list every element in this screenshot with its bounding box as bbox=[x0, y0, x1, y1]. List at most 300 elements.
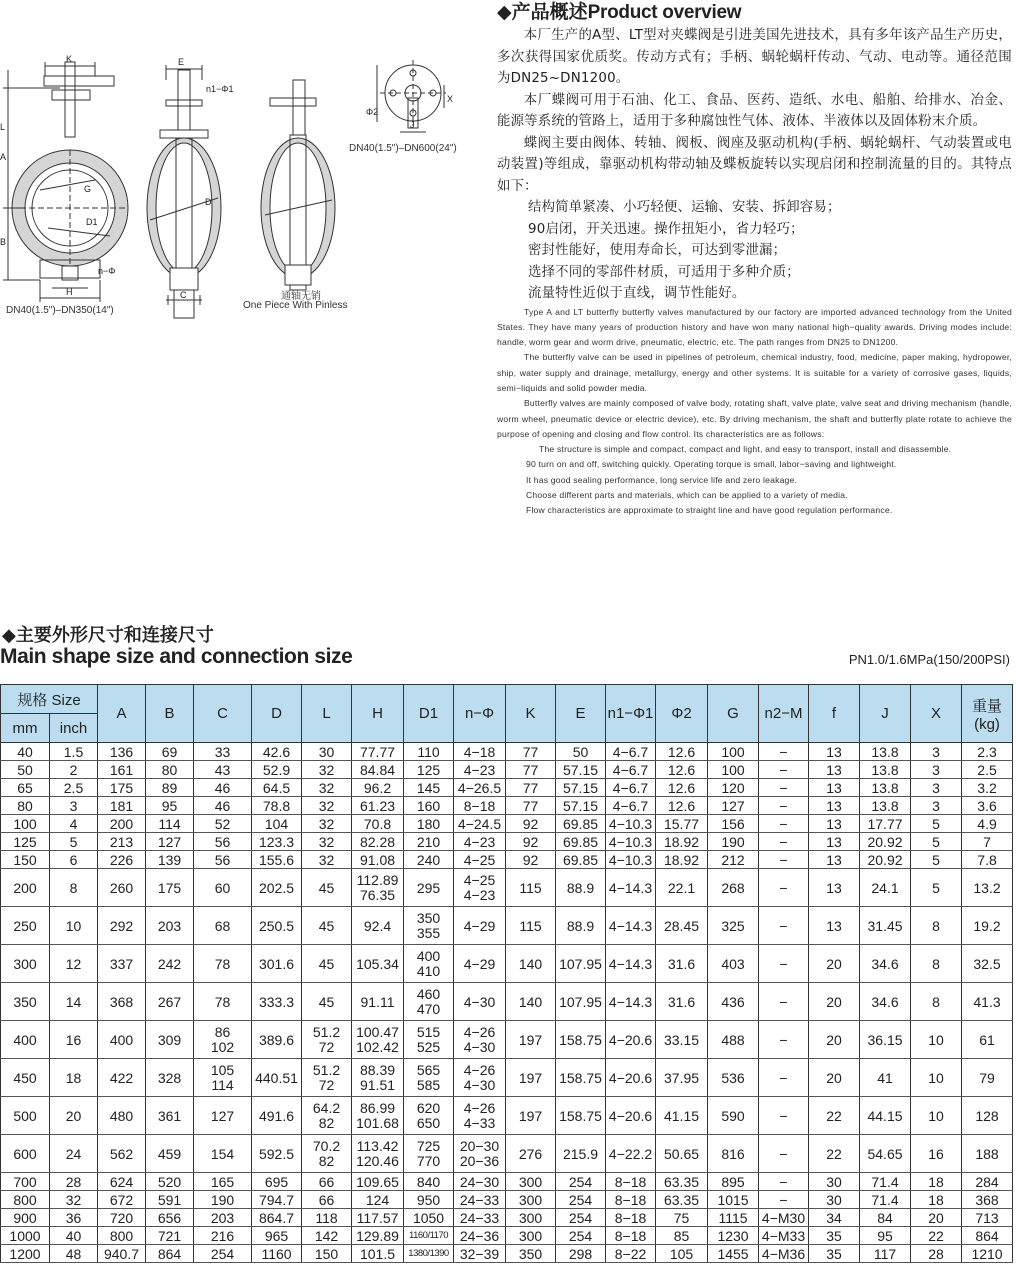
table-cell: 350 bbox=[506, 1245, 556, 1263]
table-cell: 8 bbox=[911, 983, 962, 1021]
table-cell: 260 bbox=[98, 869, 146, 907]
table-cell: 37.95 bbox=[656, 1059, 708, 1097]
table-cell: 120 bbox=[708, 779, 759, 797]
table-cell: 100.47 102.42 bbox=[352, 1021, 404, 1059]
header-cell: J bbox=[860, 685, 911, 743]
table-cell: 292 bbox=[98, 907, 146, 945]
table-cell: 337 bbox=[98, 945, 146, 983]
en-feature: 90 turn on and off, switching quickly. Operating torque is small, labor−saving and lightweight. bbox=[526, 459, 897, 470]
table-cell: 105 114 bbox=[194, 1059, 252, 1097]
table-cell: 800 bbox=[1, 1191, 50, 1209]
table-cell: 64.5 bbox=[252, 779, 302, 797]
table-cell: 22.1 bbox=[656, 869, 708, 907]
table-cell: 20 bbox=[809, 983, 860, 1021]
table-row bbox=[1, 815, 1013, 833]
table-cell: 41 bbox=[860, 1059, 911, 1097]
table-row bbox=[1, 1021, 1013, 1059]
table-row bbox=[1, 761, 1013, 779]
table-cell: 794.7 bbox=[252, 1191, 302, 1209]
table-cell: 52 bbox=[194, 815, 252, 833]
table-cell: 7 bbox=[962, 833, 1013, 851]
table-cell: 35 bbox=[809, 1227, 860, 1245]
table-cell: 350 355 bbox=[404, 907, 454, 945]
table-cell: 40 bbox=[50, 1227, 98, 1245]
table-cell: − bbox=[759, 1097, 809, 1135]
table-row bbox=[1, 1227, 1013, 1245]
table-cell: 12.6 bbox=[656, 743, 708, 761]
table-cell: 20 bbox=[809, 945, 860, 983]
table-cell: 216 bbox=[194, 1227, 252, 1245]
label-d: D bbox=[205, 197, 212, 207]
table-cell: 24 bbox=[50, 1135, 98, 1173]
label-b: B bbox=[0, 237, 7, 247]
table-cell: 1200 bbox=[1, 1245, 50, 1263]
table-cell: − bbox=[759, 869, 809, 907]
table-cell: 2.5 bbox=[50, 779, 98, 797]
table-cell: 15.77 bbox=[656, 815, 708, 833]
table-cell: 95 bbox=[860, 1227, 911, 1245]
table-cell: 800 bbox=[98, 1227, 146, 1245]
table-cell: − bbox=[759, 1173, 809, 1191]
table-cell: 440.51 bbox=[252, 1059, 302, 1097]
table-row bbox=[1, 1191, 1013, 1209]
table-cell: 12.6 bbox=[656, 761, 708, 779]
table-row bbox=[1, 869, 1013, 907]
table-cell: 33.15 bbox=[656, 1021, 708, 1059]
table-cell: 4−20.6 bbox=[606, 1021, 656, 1059]
table-cell: 1380/1390 bbox=[404, 1245, 454, 1263]
table-cell: 61.23 bbox=[352, 797, 404, 815]
table-cell: 590 bbox=[708, 1097, 759, 1135]
zh-feature: 选择不同的零部件材质，可适用于多种介质； bbox=[528, 264, 800, 280]
table-cell: 8−18 bbox=[606, 1209, 656, 1227]
table-cell: 450 bbox=[1, 1059, 50, 1097]
table-cell: 1230 bbox=[708, 1227, 759, 1245]
table-cell: 13.8 bbox=[860, 797, 911, 815]
table-cell: 254 bbox=[556, 1191, 606, 1209]
table-cell: 70.8 bbox=[352, 815, 404, 833]
table-cell: 965 bbox=[252, 1227, 302, 1245]
table-cell: 34 bbox=[809, 1209, 860, 1227]
overview-title-en: Product overview bbox=[587, 2, 742, 23]
table-cell: − bbox=[759, 1191, 809, 1209]
table-cell: 197 bbox=[506, 1097, 556, 1135]
table-cell: 895 bbox=[708, 1173, 759, 1191]
table-cell: 8 bbox=[911, 945, 962, 983]
table-cell: 41.3 bbox=[962, 983, 1013, 1021]
table-cell: − bbox=[759, 743, 809, 761]
product-overview bbox=[497, 0, 1012, 519]
table-cell: 4−26.5 bbox=[454, 779, 506, 797]
table-cell: 13 bbox=[809, 743, 860, 761]
table-cell: 86.99 101.68 bbox=[352, 1097, 404, 1135]
table-cell: 10 bbox=[911, 1021, 962, 1059]
table-cell: 30 bbox=[809, 1173, 860, 1191]
table-cell: 13.8 bbox=[860, 761, 911, 779]
table-cell: 284 bbox=[962, 1173, 1013, 1191]
table-cell: 28.45 bbox=[656, 907, 708, 945]
table-cell: 51.2 72 bbox=[302, 1021, 352, 1059]
table-cell: 8 bbox=[911, 907, 962, 945]
table-row bbox=[1, 743, 1013, 761]
table-cell: 78 bbox=[194, 945, 252, 983]
table-cell: 84 bbox=[860, 1209, 911, 1227]
header-cell: n2−M bbox=[759, 685, 809, 743]
table-cell: 13.8 bbox=[860, 743, 911, 761]
table-cell: 4−18 bbox=[454, 743, 506, 761]
table-cell: 300 bbox=[506, 1227, 556, 1245]
label-h: H bbox=[66, 287, 73, 297]
table-cell: 101.5 bbox=[352, 1245, 404, 1263]
table-cell: 2.3 bbox=[962, 743, 1013, 761]
table-cell: 4−6.7 bbox=[606, 797, 656, 815]
table-cell: 250.5 bbox=[252, 907, 302, 945]
table-cell: 300 bbox=[506, 1191, 556, 1209]
table-cell: − bbox=[759, 815, 809, 833]
zh-feature: 密封性能好，使用寿命长，可达到零泄漏； bbox=[528, 243, 787, 258]
table-cell: 212 bbox=[708, 851, 759, 869]
table-cell: 459 bbox=[146, 1135, 194, 1173]
table-cell: 436 bbox=[708, 983, 759, 1021]
table-cell: 840 bbox=[404, 1173, 454, 1191]
table-cell: 1115 bbox=[708, 1209, 759, 1227]
table-cell: 591 bbox=[146, 1191, 194, 1209]
table-cell: − bbox=[759, 945, 809, 983]
table-cell: 77 bbox=[506, 797, 556, 815]
table-cell: 32−39 bbox=[454, 1245, 506, 1263]
table-cell: 56 bbox=[194, 851, 252, 869]
table-cell: 50 bbox=[556, 743, 606, 761]
table-cell: 4−6.7 bbox=[606, 743, 656, 761]
table-cell: 32 bbox=[302, 761, 352, 779]
table-cell: 3 bbox=[911, 743, 962, 761]
table-cell: 4−6.7 bbox=[606, 779, 656, 797]
table-cell: − bbox=[759, 761, 809, 779]
table-cell: 32 bbox=[302, 851, 352, 869]
table-cell: 4−24.5 bbox=[454, 815, 506, 833]
table-cell: 3.2 bbox=[962, 779, 1013, 797]
table-cell: 389.6 bbox=[252, 1021, 302, 1059]
table-cell: 78.8 bbox=[252, 797, 302, 815]
table-cell: 128 bbox=[962, 1097, 1013, 1135]
table-cell: 203 bbox=[194, 1209, 252, 1227]
table-cell: 480 bbox=[98, 1097, 146, 1135]
table-cell: 13 bbox=[809, 869, 860, 907]
en-feature: Choose different parts and materials, which can be applied to a variety of media. bbox=[526, 490, 848, 501]
table-cell: 4−M33 bbox=[759, 1227, 809, 1245]
table-cell: 24−33 bbox=[454, 1209, 506, 1227]
table-cell: 117.57 bbox=[352, 1209, 404, 1227]
table-cell: 60 bbox=[194, 869, 252, 907]
table-cell: 4−10.3 bbox=[606, 815, 656, 833]
table-cell: 32 bbox=[302, 815, 352, 833]
table-cell: − bbox=[759, 1059, 809, 1097]
table-cell: 30 bbox=[302, 743, 352, 761]
table-cell: 127 bbox=[146, 833, 194, 851]
header-mm: mm bbox=[1, 714, 50, 743]
table-cell: 100 bbox=[1, 815, 50, 833]
table-cell: 20 bbox=[809, 1021, 860, 1059]
table-body bbox=[1, 743, 1013, 1263]
table-cell: 104 bbox=[252, 815, 302, 833]
table-cell: 155.6 bbox=[252, 851, 302, 869]
table-cell: 3 bbox=[50, 797, 98, 815]
table-cell: 624 bbox=[98, 1173, 146, 1191]
table-cell: 13 bbox=[809, 815, 860, 833]
table-cell: 68 bbox=[194, 907, 252, 945]
label-c: C bbox=[180, 290, 187, 300]
table-cell: 695 bbox=[252, 1173, 302, 1191]
table-cell: 240 bbox=[404, 851, 454, 869]
table-cell: 4−29 bbox=[454, 945, 506, 983]
table-cell: − bbox=[759, 797, 809, 815]
label-d1: D1 bbox=[86, 217, 98, 227]
table-cell: 150 bbox=[302, 1245, 352, 1263]
table-cell: 123.3 bbox=[252, 833, 302, 851]
table-row bbox=[1, 1209, 1013, 1227]
table-cell: 105.34 bbox=[352, 945, 404, 983]
table-cell: 63.35 bbox=[656, 1191, 708, 1209]
table-cell: 254 bbox=[556, 1209, 606, 1227]
table-cell: 175 bbox=[98, 779, 146, 797]
table-cell: 18.92 bbox=[656, 833, 708, 851]
table-cell: 864 bbox=[962, 1227, 1013, 1245]
table-row bbox=[1, 779, 1013, 797]
table-cell: 92 bbox=[506, 851, 556, 869]
table-cell: 115 bbox=[506, 907, 556, 945]
table-cell: 86 102 bbox=[194, 1021, 252, 1059]
table-cell: 45 bbox=[302, 907, 352, 945]
table-cell: 114 bbox=[146, 815, 194, 833]
table-cell: 3 bbox=[911, 779, 962, 797]
table-cell: 12 bbox=[50, 945, 98, 983]
table-cell: 71.4 bbox=[860, 1191, 911, 1209]
table-cell: 816 bbox=[708, 1135, 759, 1173]
table-cell: 8−18 bbox=[606, 1227, 656, 1245]
table-cell: 158.75 bbox=[556, 1097, 606, 1135]
table-cell: 41.15 bbox=[656, 1097, 708, 1135]
table-cell: 488 bbox=[708, 1021, 759, 1059]
table-cell: 56 bbox=[194, 833, 252, 851]
table-cell: 491.6 bbox=[252, 1097, 302, 1135]
table-cell: 368 bbox=[98, 983, 146, 1021]
table-cell: 69.85 bbox=[556, 833, 606, 851]
table-cell: 4−25 4−23 bbox=[454, 869, 506, 907]
table-cell: 91.08 bbox=[352, 851, 404, 869]
table-cell: 84.84 bbox=[352, 761, 404, 779]
table-cell: 4−14.3 bbox=[606, 907, 656, 945]
table-cell: 500 bbox=[1, 1097, 50, 1135]
table-cell: 725 770 bbox=[404, 1135, 454, 1173]
table-cell: 197 bbox=[506, 1021, 556, 1059]
table-cell: 136 bbox=[98, 743, 146, 761]
table-cell: 864.7 bbox=[252, 1209, 302, 1227]
table-cell: 181 bbox=[98, 797, 146, 815]
table-cell: 17.77 bbox=[860, 815, 911, 833]
table-cell: 18.92 bbox=[656, 851, 708, 869]
table-cell: 226 bbox=[98, 851, 146, 869]
valve-drawings bbox=[0, 40, 490, 330]
table-cell: − bbox=[759, 907, 809, 945]
table-cell: 125 bbox=[1, 833, 50, 851]
header-cell: G bbox=[708, 685, 759, 743]
caption-dn40-dn600: DN40(1.5")–DN600(24") bbox=[349, 143, 457, 154]
table-cell: 4−23 bbox=[454, 761, 506, 779]
table-cell: 66 bbox=[302, 1191, 352, 1209]
label-k: K bbox=[66, 54, 73, 64]
table-cell: 298 bbox=[556, 1245, 606, 1263]
table-row bbox=[1, 1245, 1013, 1263]
table-cell: 80 bbox=[146, 761, 194, 779]
table-cell: 8 bbox=[50, 869, 98, 907]
zh-paragraph: 本厂生产的A型、LT型对夹蝶阀是引进美国先进技术，具有多年该产品生产历史，多次获得国家优质奖。传动方式有；手柄、蜗轮蜗杆传动、气动、电动等。通径范围为DN25~DN1200。 bbox=[497, 28, 1012, 86]
table-cell: 1050 bbox=[404, 1209, 454, 1227]
table-cell: 32 bbox=[50, 1191, 98, 1209]
table-cell: 4−20.6 bbox=[606, 1059, 656, 1097]
table-cell: 300 bbox=[506, 1209, 556, 1227]
table-cell: 18 bbox=[50, 1059, 98, 1097]
table-cell: 115 bbox=[506, 869, 556, 907]
table-cell: 8−18 bbox=[454, 797, 506, 815]
table-cell: 36.15 bbox=[860, 1021, 911, 1059]
table-cell: 400 410 bbox=[404, 945, 454, 983]
table-cell: 69.85 bbox=[556, 815, 606, 833]
table-cell: 4−6.7 bbox=[606, 761, 656, 779]
table-cell: 721 bbox=[146, 1227, 194, 1245]
table-cell: 4−26 4−30 bbox=[454, 1059, 506, 1097]
table-cell: 656 bbox=[146, 1209, 194, 1227]
table-cell: 4−14.3 bbox=[606, 869, 656, 907]
table-cell: 13.2 bbox=[962, 869, 1013, 907]
table-cell: 127 bbox=[708, 797, 759, 815]
en-paragraph: The butterfly valve can be used in pipelines of petroleum, chemical industry, food, medicine, paper making, hydropower, ship, water supply and drainage, metallurgy, energy and other systems. It is suitable for a variety of corrosive gases, liquids, semi−liquids and solid powder media. bbox=[497, 352, 1012, 393]
section-title-en: Main shape size and connection size bbox=[0, 645, 353, 668]
table-cell: 43 bbox=[194, 761, 252, 779]
table-cell: 592.5 bbox=[252, 1135, 302, 1173]
table-cell: 2.5 bbox=[962, 761, 1013, 779]
header-size-group: 规格 Size bbox=[1, 685, 98, 714]
table-cell: 1000 bbox=[1, 1227, 50, 1245]
table-cell: 4−14.3 bbox=[606, 945, 656, 983]
header-cell: B bbox=[146, 685, 194, 743]
table-cell: 32 bbox=[302, 833, 352, 851]
table-cell: 70.2 82 bbox=[302, 1135, 352, 1173]
table-cell: 1210 bbox=[962, 1245, 1013, 1263]
table-cell: 200 bbox=[98, 815, 146, 833]
table-row bbox=[1, 1173, 1013, 1191]
table-cell: 5 bbox=[50, 833, 98, 851]
table-cell: 64.2 82 bbox=[302, 1097, 352, 1135]
table-cell: 95 bbox=[146, 797, 194, 815]
en-feature: It has good sealing performance, long service life and zero leakage. bbox=[526, 474, 798, 485]
table-cell: 267 bbox=[146, 983, 194, 1021]
table-cell: 16 bbox=[911, 1135, 962, 1173]
table-cell: 28 bbox=[911, 1245, 962, 1263]
table-cell: 720 bbox=[98, 1209, 146, 1227]
table-cell: 300 bbox=[1, 945, 50, 983]
table-row bbox=[1, 1097, 1013, 1135]
table-cell: 69 bbox=[146, 743, 194, 761]
table-cell: 165 bbox=[194, 1173, 252, 1191]
table-cell: − bbox=[759, 1135, 809, 1173]
table-row bbox=[1, 907, 1013, 945]
table-cell: 28 bbox=[50, 1173, 98, 1191]
table-cell: 127 bbox=[194, 1097, 252, 1135]
table-cell: 125 bbox=[404, 761, 454, 779]
table-cell: 350 bbox=[1, 983, 50, 1021]
table-cell: 20 bbox=[50, 1097, 98, 1135]
table-cell: 22 bbox=[809, 1135, 860, 1173]
pressure-rating: PN1.0/1.6MPa(150/200PSI) bbox=[848, 652, 1010, 667]
table-cell: 96.2 bbox=[352, 779, 404, 797]
table-cell: 20.92 bbox=[860, 851, 911, 869]
table-cell: 40 bbox=[1, 743, 50, 761]
table-cell: 140 bbox=[506, 945, 556, 983]
table-header bbox=[1, 685, 1013, 743]
en-paragraph: Butterfly valves are mainly composed of valve body, rotating shaft, valve plate, valve seat and driving mechanism (handle, worm wheel, pneumatic device or electric device), etc. By driving mechanism, the shaft and butterfly plate rotate to achieve the purpose of opening and closing and flow control. Its characteristics are as follows: bbox=[497, 398, 1012, 439]
table-cell: 16 bbox=[50, 1021, 98, 1059]
table-cell: 4−26 4−30 bbox=[454, 1021, 506, 1059]
table-cell: 5 bbox=[911, 869, 962, 907]
table-cell: 107.95 bbox=[556, 945, 606, 983]
table-cell: 129.89 bbox=[352, 1227, 404, 1245]
table-cell: 20−30 20−36 bbox=[454, 1135, 506, 1173]
header-cell: X bbox=[911, 685, 962, 743]
table-cell: 1.5 bbox=[50, 743, 98, 761]
header-cell: D bbox=[252, 685, 302, 743]
table-cell: − bbox=[759, 1021, 809, 1059]
label-a: A bbox=[0, 152, 7, 162]
table-cell: 88.39 91.51 bbox=[352, 1059, 404, 1097]
table-cell: 422 bbox=[98, 1059, 146, 1097]
header-cell: E bbox=[556, 685, 606, 743]
table-cell: 32.5 bbox=[962, 945, 1013, 983]
table-cell: 91.11 bbox=[352, 983, 404, 1021]
table-cell: 4−22.2 bbox=[606, 1135, 656, 1173]
label-phi2: Φ2 bbox=[366, 107, 379, 117]
label-x: X bbox=[447, 94, 454, 104]
table-cell: 950 bbox=[404, 1191, 454, 1209]
table-cell: 10 bbox=[50, 907, 98, 945]
table-cell: 117 bbox=[860, 1245, 911, 1263]
table-cell: 672 bbox=[98, 1191, 146, 1209]
table-cell: 3.6 bbox=[962, 797, 1013, 815]
table-cell: 57.15 bbox=[556, 779, 606, 797]
table-cell: 620 650 bbox=[404, 1097, 454, 1135]
table-row bbox=[1, 851, 1013, 869]
table-cell: 88.9 bbox=[556, 907, 606, 945]
table-cell: 161 bbox=[98, 761, 146, 779]
table-cell: 77.77 bbox=[352, 743, 404, 761]
table-cell: 85 bbox=[656, 1227, 708, 1245]
table-cell: 536 bbox=[708, 1059, 759, 1097]
table-cell: 190 bbox=[708, 833, 759, 851]
table-cell: 54.65 bbox=[860, 1135, 911, 1173]
en-paragraph: The structure is simple and compact, compact and light, and easy to transport, install and disassemble. bbox=[539, 444, 952, 455]
table-cell: 24−33 bbox=[454, 1191, 506, 1209]
table-cell: 13 bbox=[809, 851, 860, 869]
table-cell: 61 bbox=[962, 1021, 1013, 1059]
table-cell: 33 bbox=[194, 743, 252, 761]
table-cell: 19.2 bbox=[962, 907, 1013, 945]
table-cell: 71.4 bbox=[860, 1173, 911, 1191]
zh-feature: 结构简单紧凑、小巧轻便、运输、安装、拆卸容易； bbox=[528, 200, 841, 215]
header-cell: L bbox=[302, 685, 352, 743]
table-cell: 100 bbox=[708, 761, 759, 779]
caption-pinless-en: One Piece With Pinless bbox=[243, 300, 348, 311]
table-cell: 140 bbox=[506, 983, 556, 1021]
table-cell: 31.45 bbox=[860, 907, 911, 945]
